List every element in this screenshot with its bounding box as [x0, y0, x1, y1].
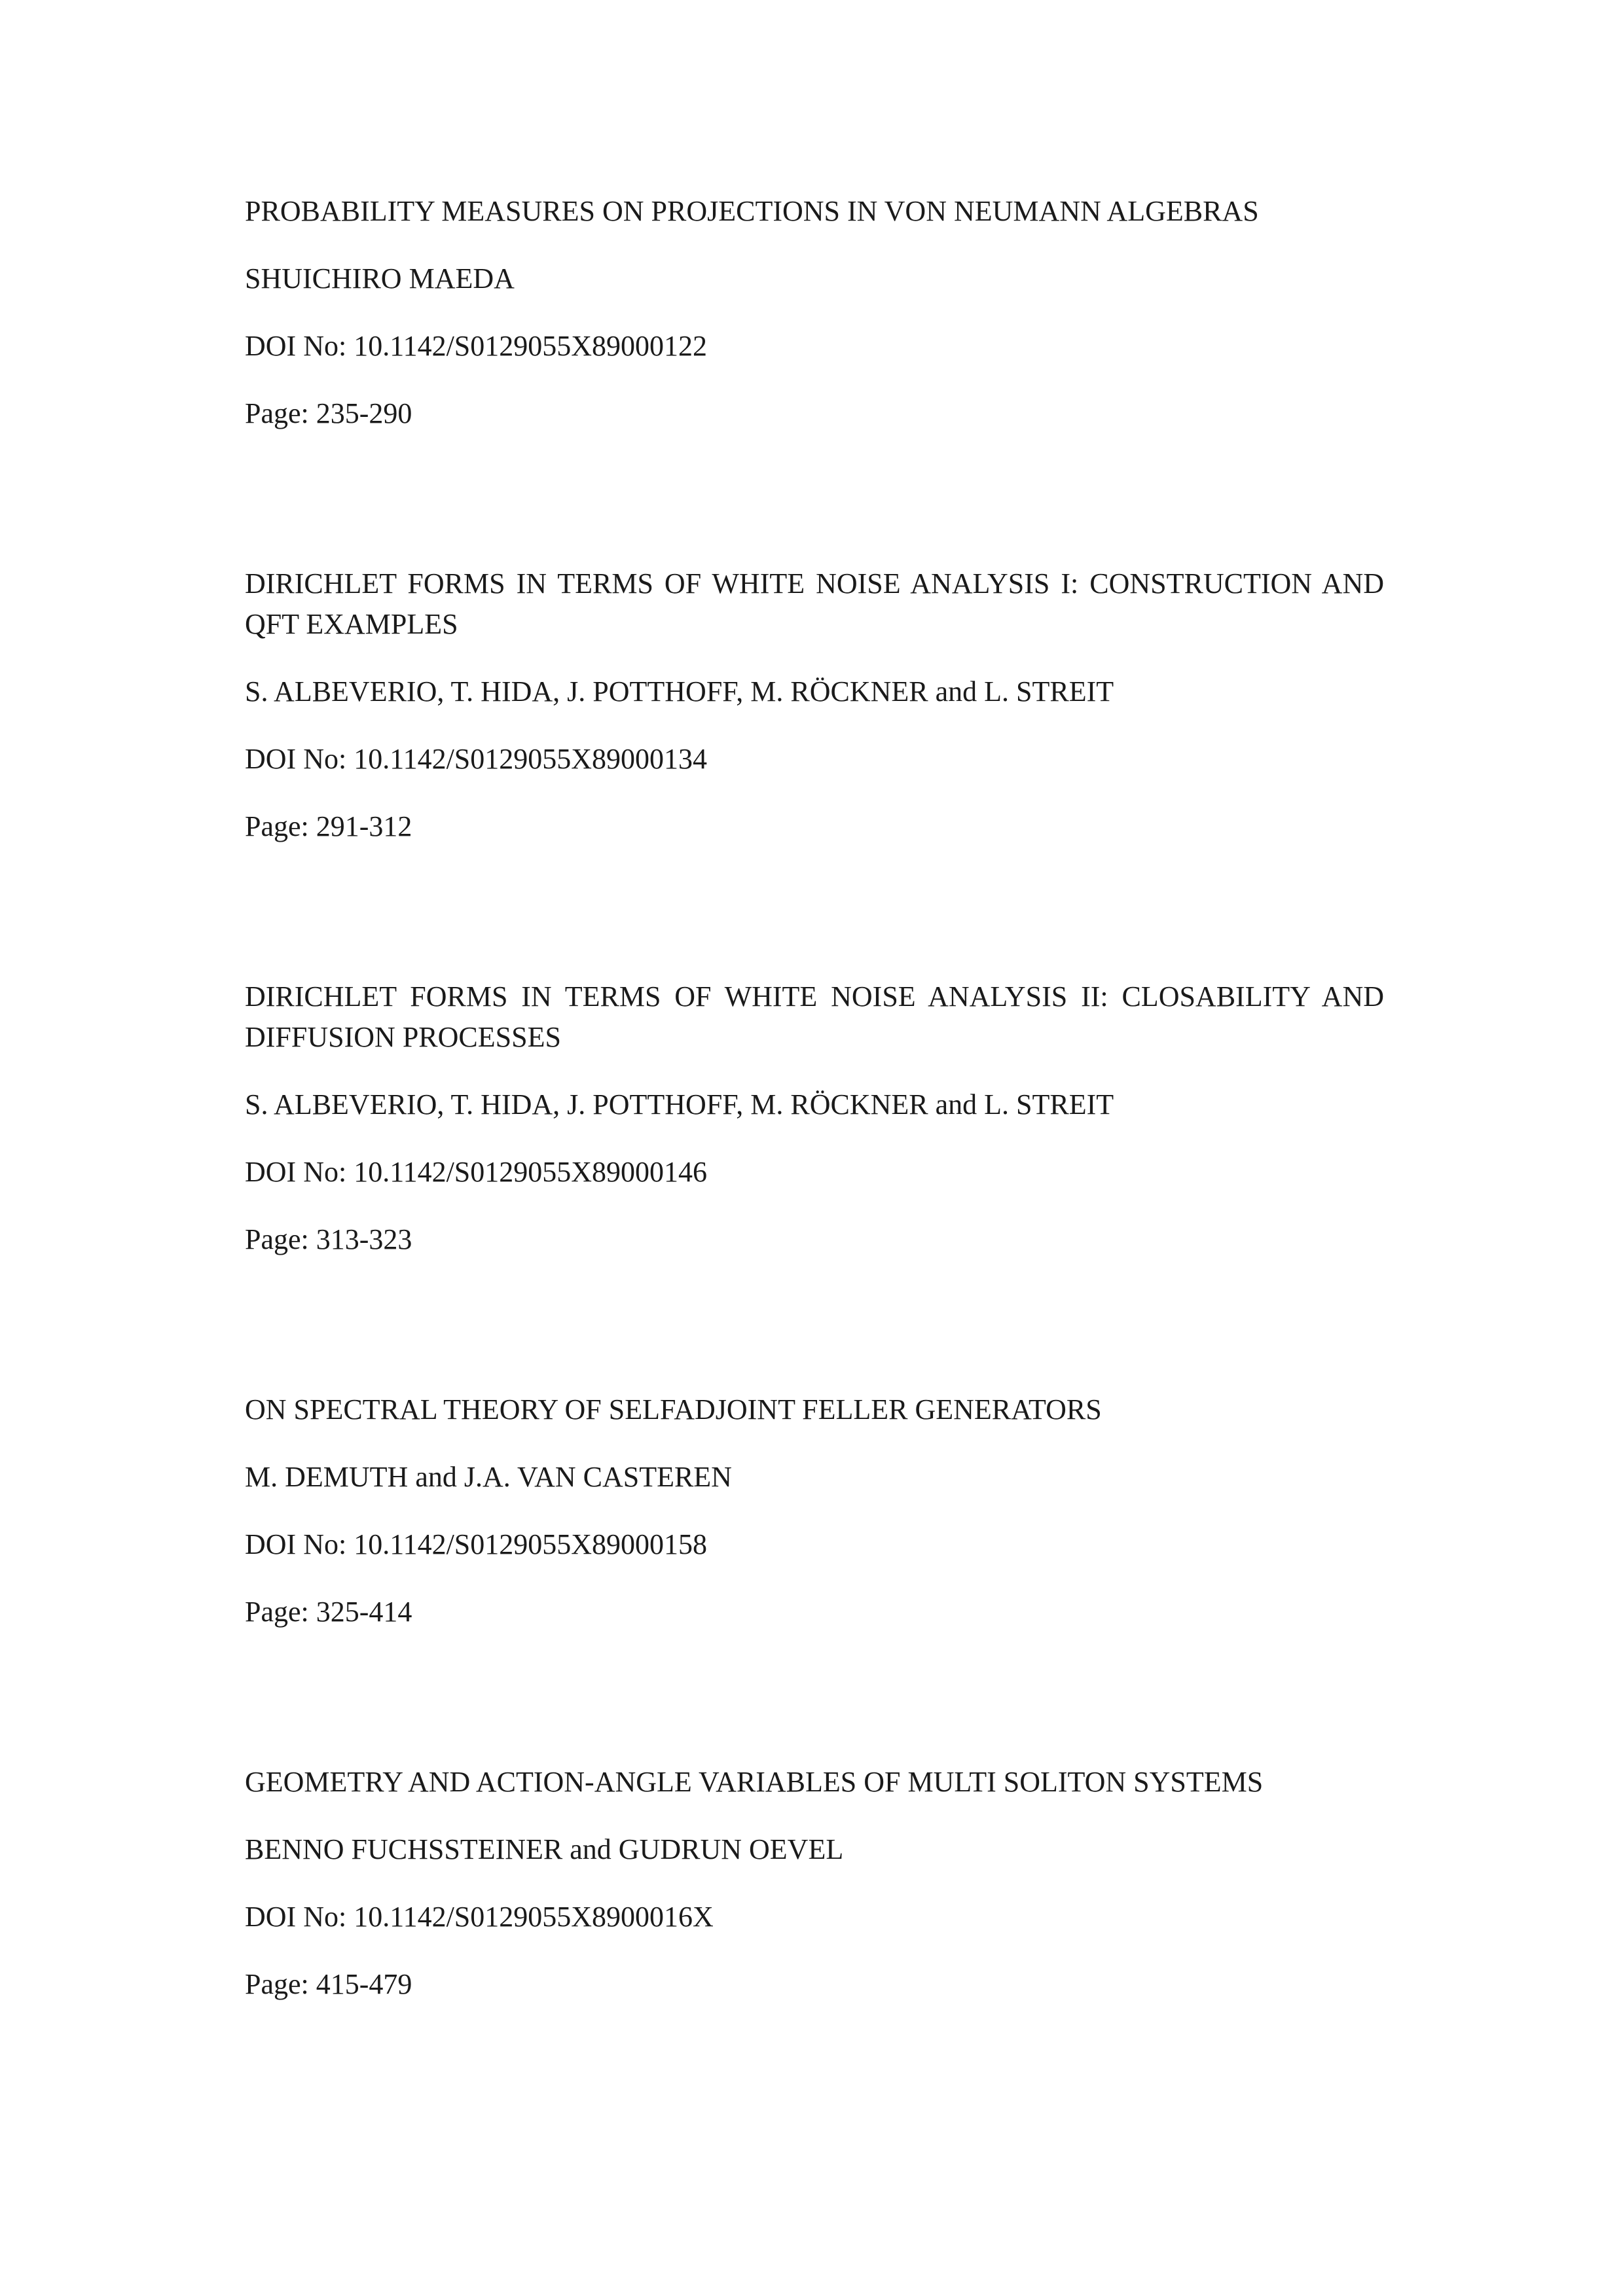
article-doi: DOI No: 10.1142/S0129055X89000146: [245, 1156, 708, 1188]
article-pages: Page: 291-312: [245, 810, 412, 842]
article-authors: S. ALBEVERIO, T. HIDA, J. POTTHOFF, M. RÖCKNER and L. STREIT: [245, 675, 1114, 708]
article-title: ON SPECTRAL THEORY OF SELFADJOINT FELLER GENERATORS: [245, 1393, 1102, 1426]
article-authors: M. DEMUTH and J.A. VAN CASTEREN: [245, 1461, 732, 1493]
article-title: DIRICHLET FORMS IN TERMS OF WHITE NOISE ANALYSIS I: CONSTRUCTION AND QFT EXAMPLES: [245, 567, 1384, 640]
article-title: DIRICHLET FORMS IN TERMS OF WHITE NOISE ANALYSIS II: CLOSABILITY AND DIFFUSION PROCESSES: [245, 980, 1384, 1053]
article-doi: DOI No: 10.1142/S0129055X89000134: [245, 743, 708, 775]
article-pages: Page: 235-290: [245, 397, 412, 429]
article-pages: Page: 415-479: [245, 1968, 412, 2000]
article-entry: [245, 1762, 1384, 2005]
article-pages: Page: 313-323: [245, 1223, 412, 1255]
article-doi: DOI No: 10.1142/S0129055X89000122: [245, 330, 708, 362]
article-doi: DOI No: 10.1142/S0129055X89000158: [245, 1528, 708, 1560]
document-page: [245, 191, 1384, 2134]
article-authors: BENNO FUCHSSTEINER and GUDRUN OEVEL: [245, 1833, 844, 1865]
article-pages: Page: 325-414: [245, 1596, 412, 1628]
article-authors: SHUICHIRO MAEDA: [245, 262, 515, 295]
article-entry: [245, 564, 1384, 847]
article-authors: S. ALBEVERIO, T. HIDA, J. POTTHOFF, M. RÖCKNER and L. STREIT: [245, 1088, 1114, 1121]
article-doi: DOI No: 10.1142/S0129055X8900016X: [245, 1901, 714, 1933]
article-entry: [245, 191, 1384, 434]
article-entry: [245, 1390, 1384, 1632]
article-title: PROBABILITY MEASURES ON PROJECTIONS IN VON NEUMANN ALGEBRAS: [245, 195, 1259, 227]
article-title: GEOMETRY AND ACTION-ANGLE VARIABLES OF MULTI SOLITON SYSTEMS: [245, 1766, 1264, 1798]
article-entry: [245, 977, 1384, 1260]
